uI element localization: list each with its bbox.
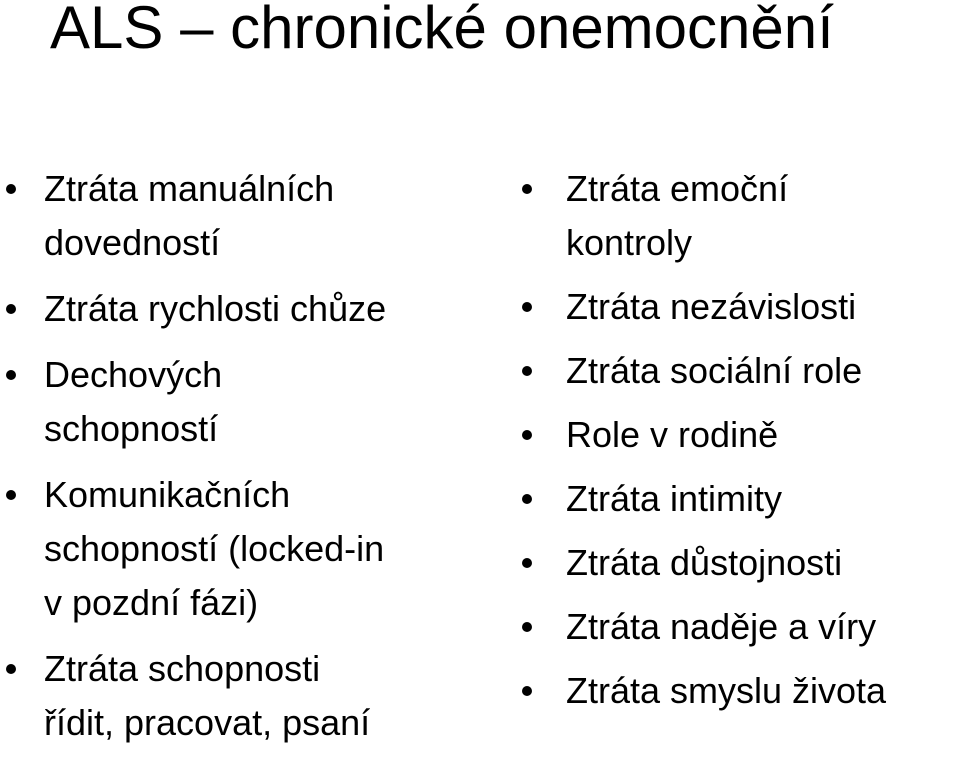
- list-item: [520, 280, 960, 334]
- bullet-icon: [522, 494, 532, 504]
- list-item-text: řídit, pracovat, psaní: [44, 702, 371, 743]
- list-item: [520, 472, 960, 526]
- list-item-text: Dechových: [44, 354, 223, 395]
- list-item: [0, 642, 480, 750]
- bullet-icon: [522, 366, 532, 376]
- slide-title: ALS – chronické onemocnění: [50, 0, 834, 61]
- bullet-icon: [522, 430, 532, 440]
- list-item: [0, 348, 480, 456]
- bullet-icon: [522, 302, 532, 312]
- bullet-icon: [522, 622, 532, 632]
- list-item: [520, 600, 960, 654]
- list-item: [0, 282, 480, 336]
- list-item-text: Ztráta smyslu života: [566, 670, 887, 711]
- bullet-icon: [6, 490, 16, 500]
- left-bullet-list: [0, 162, 480, 762]
- list-item-text: schopností (locked-in: [44, 528, 385, 569]
- list-item-text: Ztráta emoční: [566, 168, 789, 209]
- list-item-text: schopností: [44, 408, 219, 449]
- bullet-icon: [522, 558, 532, 568]
- list-item-text: Role v rodině: [566, 414, 779, 455]
- bullet-icon: [522, 686, 532, 696]
- list-item: [520, 408, 960, 462]
- list-item-text: Ztráta schopnosti: [44, 648, 321, 689]
- list-item: [0, 468, 480, 630]
- list-item-text: Ztráta rychlosti chůze: [44, 288, 387, 329]
- list-item: [0, 162, 480, 270]
- list-item: [520, 536, 960, 590]
- right-bullet-list: [520, 162, 960, 728]
- bullet-icon: [522, 184, 532, 194]
- list-item: [520, 344, 960, 398]
- list-item-text: kontroly: [566, 222, 693, 263]
- bullet-icon: [6, 370, 16, 380]
- list-item: [520, 664, 960, 718]
- list-item-text: dovedností: [44, 222, 221, 263]
- list-item-text: Ztráta intimity: [566, 478, 783, 519]
- list-item-text: Ztráta manuálních: [44, 168, 335, 209]
- bullet-icon: [6, 664, 16, 674]
- list-item: [520, 162, 960, 270]
- list-item-text: Ztráta důstojnosti: [566, 542, 843, 583]
- list-item-text: Ztráta naděje a víry: [566, 606, 877, 647]
- bullet-icon: [6, 184, 16, 194]
- list-item-text: Ztráta nezávislosti: [566, 286, 857, 327]
- bullet-icon: [6, 304, 16, 314]
- list-item-text: v pozdní fázi): [44, 582, 259, 623]
- list-item-text: Ztráta sociální role: [566, 350, 863, 391]
- list-item-text: Komunikačních: [44, 474, 291, 515]
